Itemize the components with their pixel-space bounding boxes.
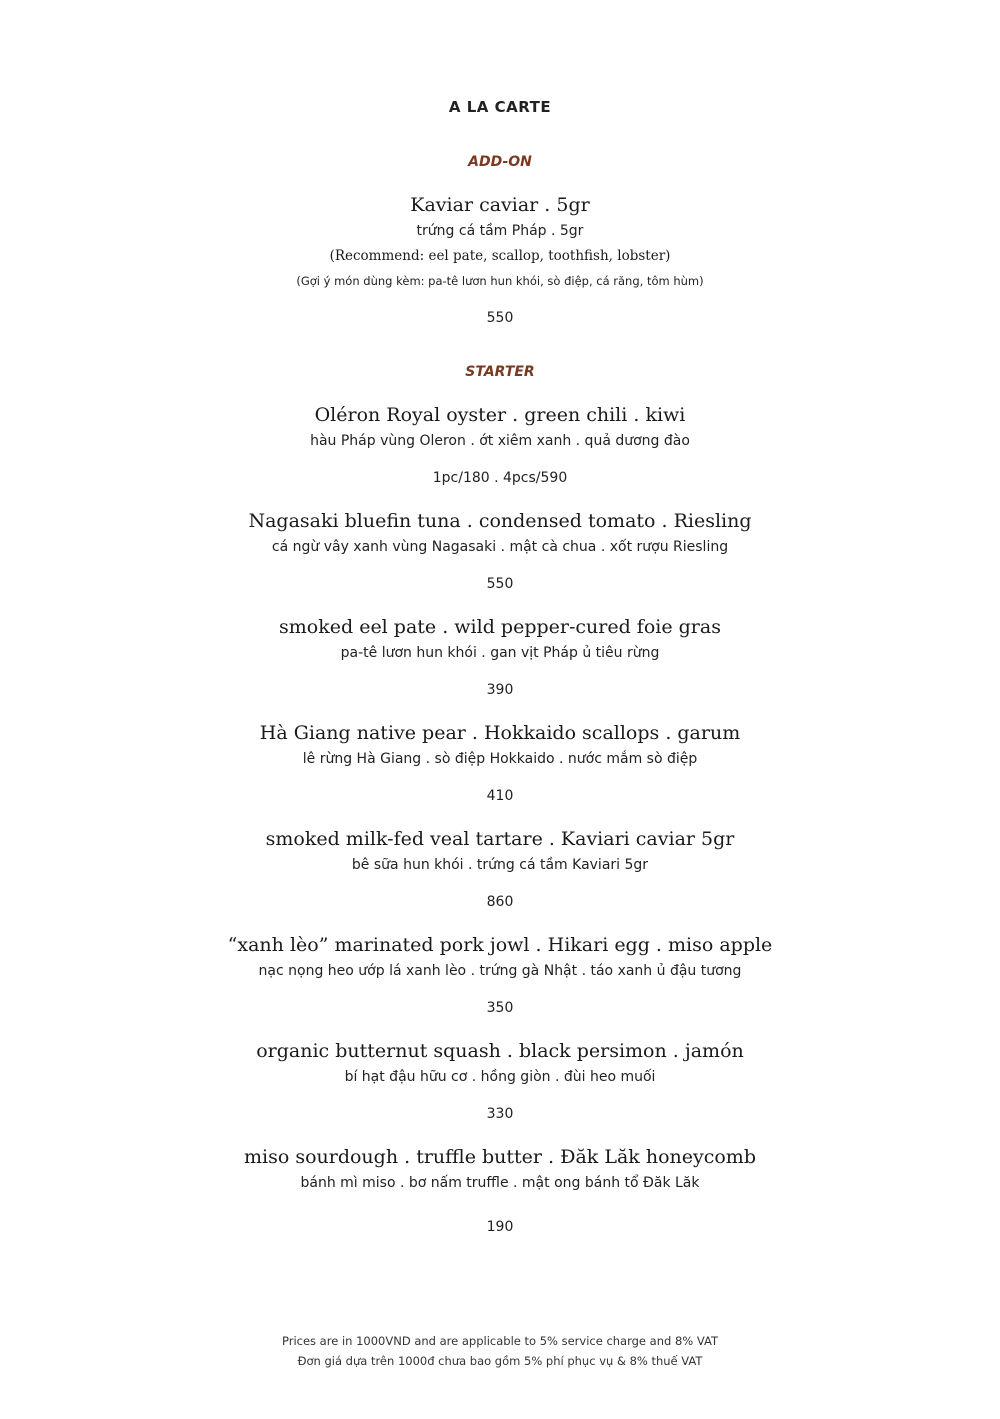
dish-price: 410: [486, 788, 514, 804]
dish-name: Oléron Royal oyster . green chili . kiwi: [314, 404, 686, 426]
dish-recommendation-vietnamese: (Gợi ý món dùng kèm: pa-tê lươn hun khói, sò điệp, cá răng, tôm hùm): [296, 274, 704, 288]
dish-vietnamese: hàu Pháp vùng Oleron . ớt xiêm xanh . quả dương đào: [310, 433, 690, 449]
dish-vietnamese: trứng cá tầm Pháp . 5gr: [416, 223, 584, 239]
dish-recommendation: (Recommend: eel pate, scallop, toothfish, lobster): [329, 248, 671, 264]
section-heading-starter: STARTER: [465, 364, 535, 380]
dish-name: Kaviar caviar . 5gr: [410, 194, 590, 216]
dish-price: 860: [486, 894, 514, 910]
dish-name: organic butternut squash . black persimon . jamón: [256, 1040, 744, 1062]
dish-vietnamese: bí hạt đậu hữu cơ . hồng giòn . đùi heo muối: [344, 1069, 656, 1085]
dish-price: 350: [486, 1000, 514, 1016]
page-title: A LA CARTE: [448, 98, 552, 116]
dish-name: smoked milk-fed veal tartare . Kaviari caviar 5gr: [265, 828, 735, 850]
dish-name: miso sourdough . truffle butter . Đăk Lăk honeycomb: [244, 1146, 756, 1168]
dish-vietnamese: bê sữa hun khói . trứng cá tầm Kaviari 5gr: [351, 857, 649, 873]
dish-vietnamese: pa-tê lươn hun khói . gan vịt Pháp ủ tiêu rừng: [340, 645, 660, 661]
dish-vietnamese: bánh mì miso . bơ nấm truffle . mật ong bánh tổ Đăk Lăk: [300, 1175, 700, 1191]
dish-vietnamese: lê rừng Hà Giang . sò điệp Hokkaido . nước mắm sò điệp: [302, 751, 698, 767]
dish-price: 390: [486, 682, 514, 698]
section-heading-addon: ADD-ON: [468, 154, 532, 170]
dish-name: smoked eel pate . wild pepper-cured foie gras: [279, 616, 721, 638]
dish-price: 550: [486, 310, 514, 326]
dish-price: 190: [486, 1219, 514, 1235]
dish-name: “xanh lèo” marinated pork jowl . Hikari egg . miso apple: [227, 934, 773, 956]
dish-vietnamese: cá ngừ vây xanh vùng Nagasaki . mật cà chua . xốt rượu Riesling: [271, 539, 729, 555]
dish-vietnamese: nạc nọng heo ướp lá xanh lèo . trứng gà Nhật . táo xanh ủ đậu tương: [258, 963, 742, 979]
dish-price: 330: [486, 1106, 514, 1122]
dish-name: Hà Giang native pear . Hokkaido scallops . garum: [259, 722, 741, 744]
dish-price: 550: [486, 576, 514, 592]
dish-price: 1pc/180 . 4pcs/590: [432, 470, 568, 486]
dish-name: Nagasaki bluefin tuna . condensed tomato . Riesling: [248, 510, 752, 532]
footer-note-english: Prices are in 1000VND and are applicable to 5% service charge and 8% VAT: [281, 1334, 718, 1348]
footer-note-vietnamese: Đơn giá dựa trên 1000đ chưa bao gồm 5% phí phục vụ & 8% thuế VAT: [297, 1354, 703, 1368]
